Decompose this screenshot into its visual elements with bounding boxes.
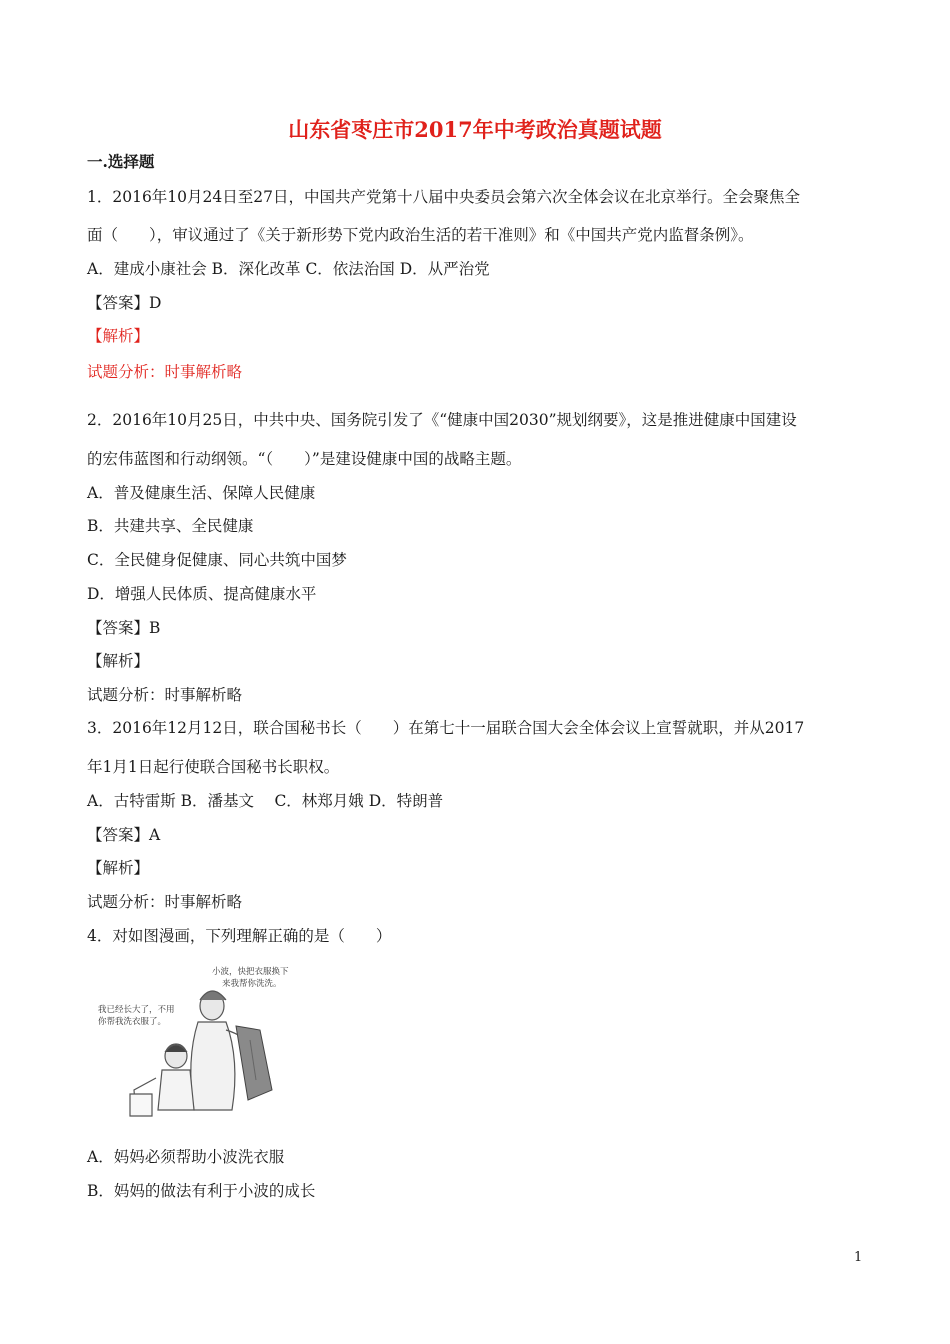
q3-stem-line1: 3．2016年12月12日，联合国秘书长（ ）在第七十一届联合国大会全体会议上宣誓就职，并从2017 [87,719,805,737]
q2-analysis: 试题分析：时事解析略 [87,686,243,704]
mom-bubble-line1: 小波，快把衣服换下 [212,967,289,977]
cartoon-illustration [90,960,330,1125]
q2-analysis-label: 【解析】 [87,652,150,670]
q1-options: A．建成小康社会 B．深化改革 C．依法治国 D．从严治党 [87,260,490,278]
boy-bubble-line2: 你帮我洗衣服了。 [98,1017,167,1027]
q1-stem-line2: 面（ ），审议通过了《关于新形势下党内政治生活的若干准则》和《中国共产党内监督条例》。 [87,226,754,244]
clothes-icon [236,1026,272,1100]
boy-bubble-line1: 我已经长大了，不用 [98,1005,175,1015]
q3-options: A．古特雷斯 B．潘基文 C．林郑月娥 D．特朗普 [87,792,444,810]
q1-answer: 【答案】D [87,294,162,312]
q4-stem: 4．对如图漫画，下列理解正确的是（ ） [87,927,392,945]
q4-option-b: B．妈妈的做法有利于小波的成长 [87,1182,316,1200]
q2-option-a: A．普及健康生活、保障人民健康 [87,484,316,502]
q4-option-a: A．妈妈必须帮助小波洗衣服 [87,1148,285,1166]
q2-option-c: C．全民健身促健康、同心共筑中国梦 [87,551,347,569]
q3-analysis-label: 【解析】 [87,859,150,877]
q3-stem-line2: 年1月1日起行使联合国秘书长职权。 [87,758,340,776]
q1-analysis-label: 【解析】 [87,327,150,345]
q3-analysis: 试题分析：时事解析略 [87,893,243,911]
page-title: 山东省枣庄市2017年中考政治真题试题 [288,117,662,142]
q3-answer: 【答案】A [87,826,161,844]
q1-stem-line1: 1．2016年10月24日至27日，中国共产党第十八届中央委员会第六次全体会议在北京举行。全会聚焦全 [87,188,800,206]
q2-option-d: D．增强人民体质、提高健康水平 [87,585,317,603]
q2-option-b: B．共建共享、全民健康 [87,517,254,535]
page-number: 1 [854,1250,863,1265]
q2-stem-line1: 2．2016年10月25日，中共中央、国务院引发了《“健康中国2030”规划纲要》，这是推进健康中国建设 [87,411,797,429]
mom-bubble-line2: 来我帮你洗洗。 [222,979,282,989]
boy-figure [130,1044,194,1116]
section-heading: 一.选择题 [87,152,155,171]
q2-stem-line2: 的宏伟蓝图和行动纲领。“（ ）”是建设健康中国的战略主题。 [87,450,522,468]
q1-analysis: 试题分析：时事解析略 [87,363,243,381]
q2-answer: 【答案】B [87,619,161,637]
